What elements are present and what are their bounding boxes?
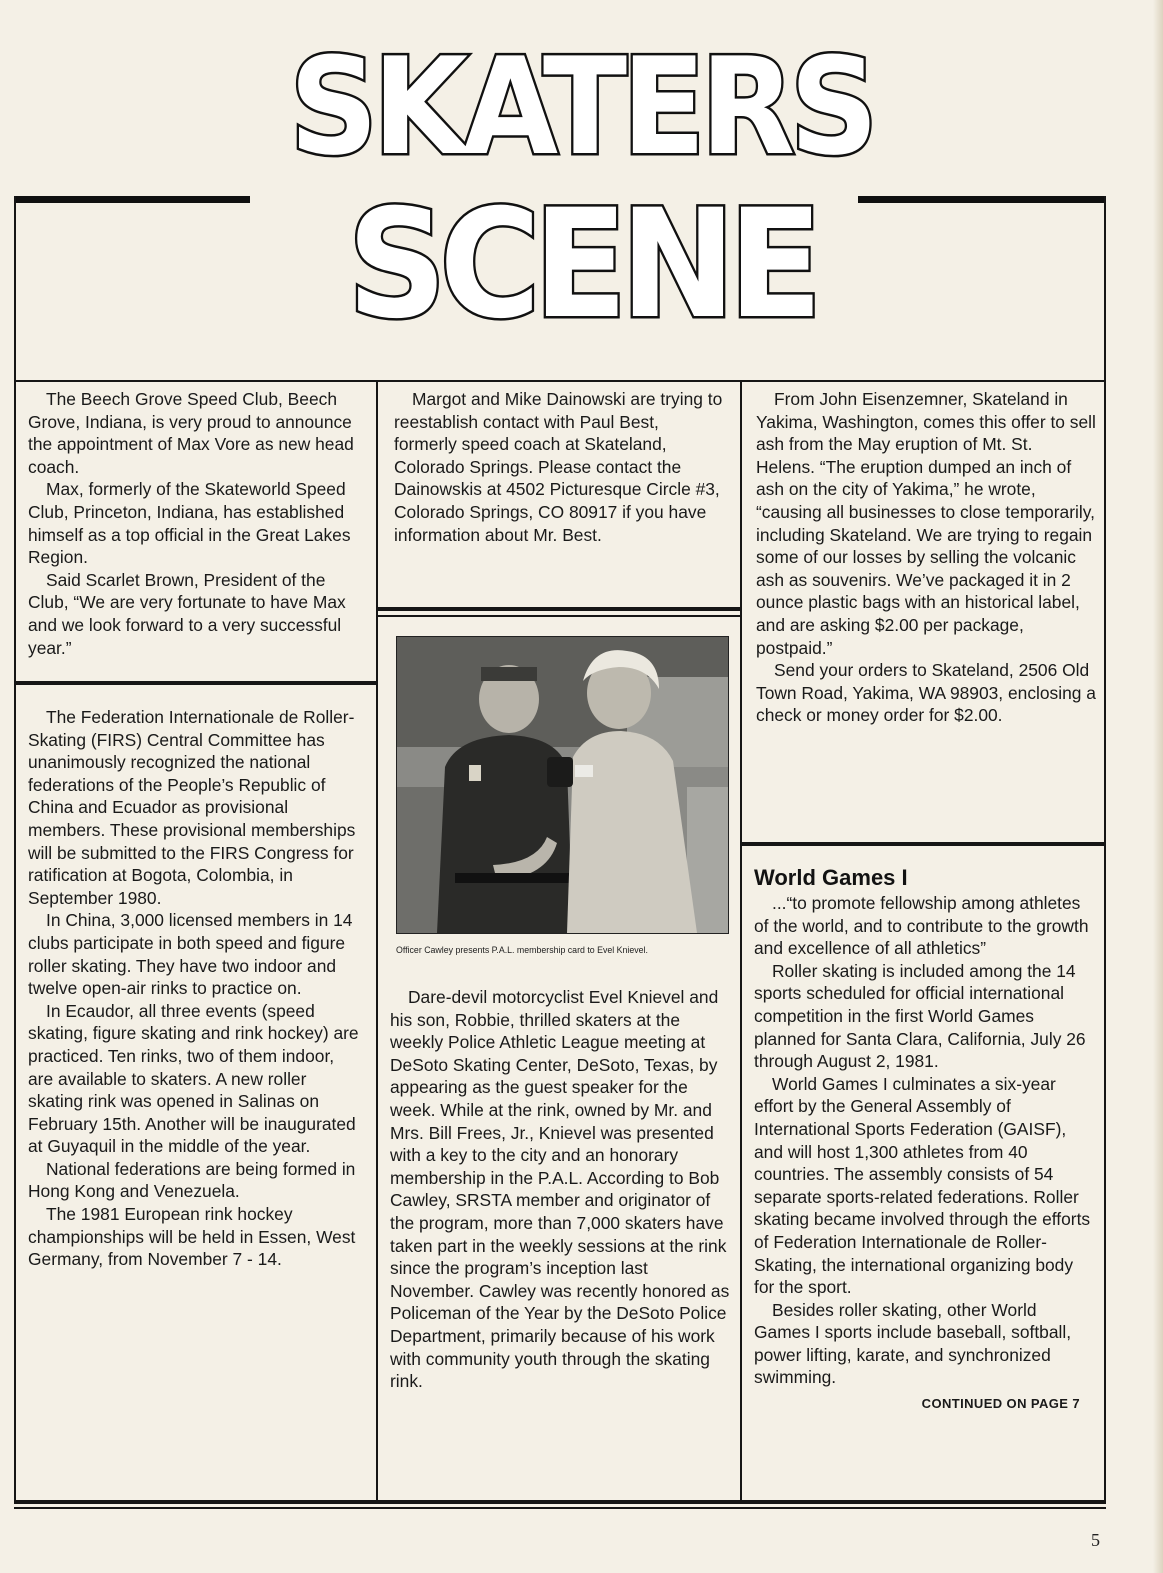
- paragraph: The 1981 European rink hockey championships will be held in Essen, West Germany, from November 7 - 14.: [28, 1204, 356, 1270]
- article-knievel: [390, 986, 732, 1393]
- paragraph: Send your orders to Skateland, 2506 Old Town Road, Yakima, WA 98903, enclosing a check or money order for $2.00.: [756, 660, 1096, 726]
- paragraph: Roller skating is included among the 14 sports scheduled for official international competition in the first World Games planned for Santa Clara, California, July 26 through August 2, 1981.: [754, 960, 1086, 1072]
- paragraph: National federations are being formed in Hong Kong and Venezuela.: [28, 1158, 356, 1202]
- paragraph: ...“to promote fellowship among athletes of the world, and to contribute to the growth and excellence of all athletics”: [754, 893, 1089, 959]
- column-divider-2: [740, 382, 742, 1500]
- paragraph: Max, formerly of the Skateworld Speed Club, Princeton, Indiana, has established himself as a top official in the Great Lakes Region.: [28, 479, 351, 568]
- paragraph: Margot and Mike Dainowski are trying to reestablish contact with Paul Best, formerly speed coach at Skateland, Colorado Springs. Please contact the Dainowskis at 4502 Picturesque Circle #3, Colorado Springs, CO 80917 if you have information about Mr. Best.: [394, 389, 723, 545]
- column-tops-rule: [14, 380, 1106, 382]
- frame-outer-right: [1104, 196, 1106, 1500]
- page-number: 5: [1091, 1530, 1100, 1550]
- paragraph: From John Eisenzemner, Skateland in Yakima, Washington, comes this offer to sell ash from the May eruption of Mt. St. Helens. “The eruption dumped an inch of ash on the city of Yakima,” he wrote, “causing all businesses to close temporarily, including Skateland. We are trying to regain some of our losses by selling the volcanic ash as souvenirs. We’ve packaged it in 2 ounce plastic bags with an historical label, and are asking $2.00 per package, postpaid.”: [756, 389, 1096, 658]
- paragraph: In China, 3,000 licensed members in 14 clubs participate in both speed and figure roller skating. They have two indoor and twelve open-air rinks to practice on.: [28, 910, 353, 999]
- masthead-title-line1: SKATERS: [289, 29, 874, 185]
- masthead-title-line2: SCENE: [347, 178, 816, 352]
- paragraph: In Ecaudor, all three events (speed skating, figure skating and rink hockey) are practiced. Ten rinks, two of them indoor, are available to skaters. A new roller skating rink was opened in Salinas on February 15th. Another will be inaugurated at Guyaquil in the middle of the year.: [28, 1000, 359, 1157]
- article-firs: [28, 706, 362, 1271]
- article-world-games: [754, 865, 1094, 1416]
- paragraph: The Federation Internationale de Roller-Skating (FIRS) Central Committee has unanimously recognized the national federations of the People’s Republic of China and Ecuador as provisional members. These provisional memberships will be submitted to the FIRS Congress for ratification at Bogota, Colombia, in September 1980.: [28, 707, 356, 908]
- paragraph: Besides roller skating, other World Games I sports include baseball, softball, power lifting, karate, and synchronized swimming.: [754, 1299, 1072, 1388]
- rule-center-column: [376, 607, 742, 611]
- frame-bottom-rule-inner: [14, 1507, 1106, 1509]
- paragraph: World Games I culminates a six-year effort by the General Assembly of International Sports Federation (GAISF), and will host 1,300 athletes from 40 countries. The assembly consists of 54 separate sports-related federations. Roller skating became involved through the efforts of Federation Internationale de Roller-Skating, the international organizing body for the sport.: [754, 1073, 1091, 1298]
- frame-bottom-rule: [14, 1500, 1106, 1504]
- column-divider-1: [376, 382, 378, 1500]
- rule-right-column: [740, 842, 1106, 846]
- photo-cawley-knievel: [396, 636, 729, 934]
- photo-caption: Officer Cawley presents P.A.L. membership card to Evel Knievel.: [396, 945, 648, 955]
- article-heading: World Games I: [754, 865, 908, 890]
- article-speed-club: [28, 388, 368, 659]
- frame-outer-left: [14, 196, 16, 1500]
- rule-left-column: [14, 681, 378, 685]
- article-dainowski: [394, 388, 726, 546]
- photo-illustration: [397, 637, 728, 933]
- continued-note: CONTINUED ON PAGE 7: [921, 1396, 1080, 1412]
- paragraph: Said Scarlet Brown, President of the Club, “We are very fortunate to have Max and we look forward to a very successful year.”: [28, 569, 346, 658]
- paragraph: Dare-devil motorcyclist Evel Knievel and his son, Robbie, thrilled skaters at the weekly Police Athletic League meeting at DeSoto Skating Center, DeSoto, Texas, by appearing as the guest speaker for the week. While at the rink, owned by Mr. and Mrs. Bill Frees, Jr., Knievel was presented with a key to the city and an honorary membership in the P.A.L. According to Bob Cawley, SRSTA member and originator of the program, more than 7,000 skaters have taken part in the weekly sessions at the rink since the program’s inception last November. Cawley was recently honored as Policeman of the Year by the DeSoto Police Department, primarily because of his work with community youth through the skating rink.: [390, 987, 730, 1392]
- article-ash: [756, 388, 1096, 727]
- paragraph: The Beech Grove Speed Club, Beech Grove, Indiana, is very proud to announce the appointment of Max Vore as new head coach.: [28, 389, 354, 477]
- rule-center-column-photo: [376, 615, 742, 617]
